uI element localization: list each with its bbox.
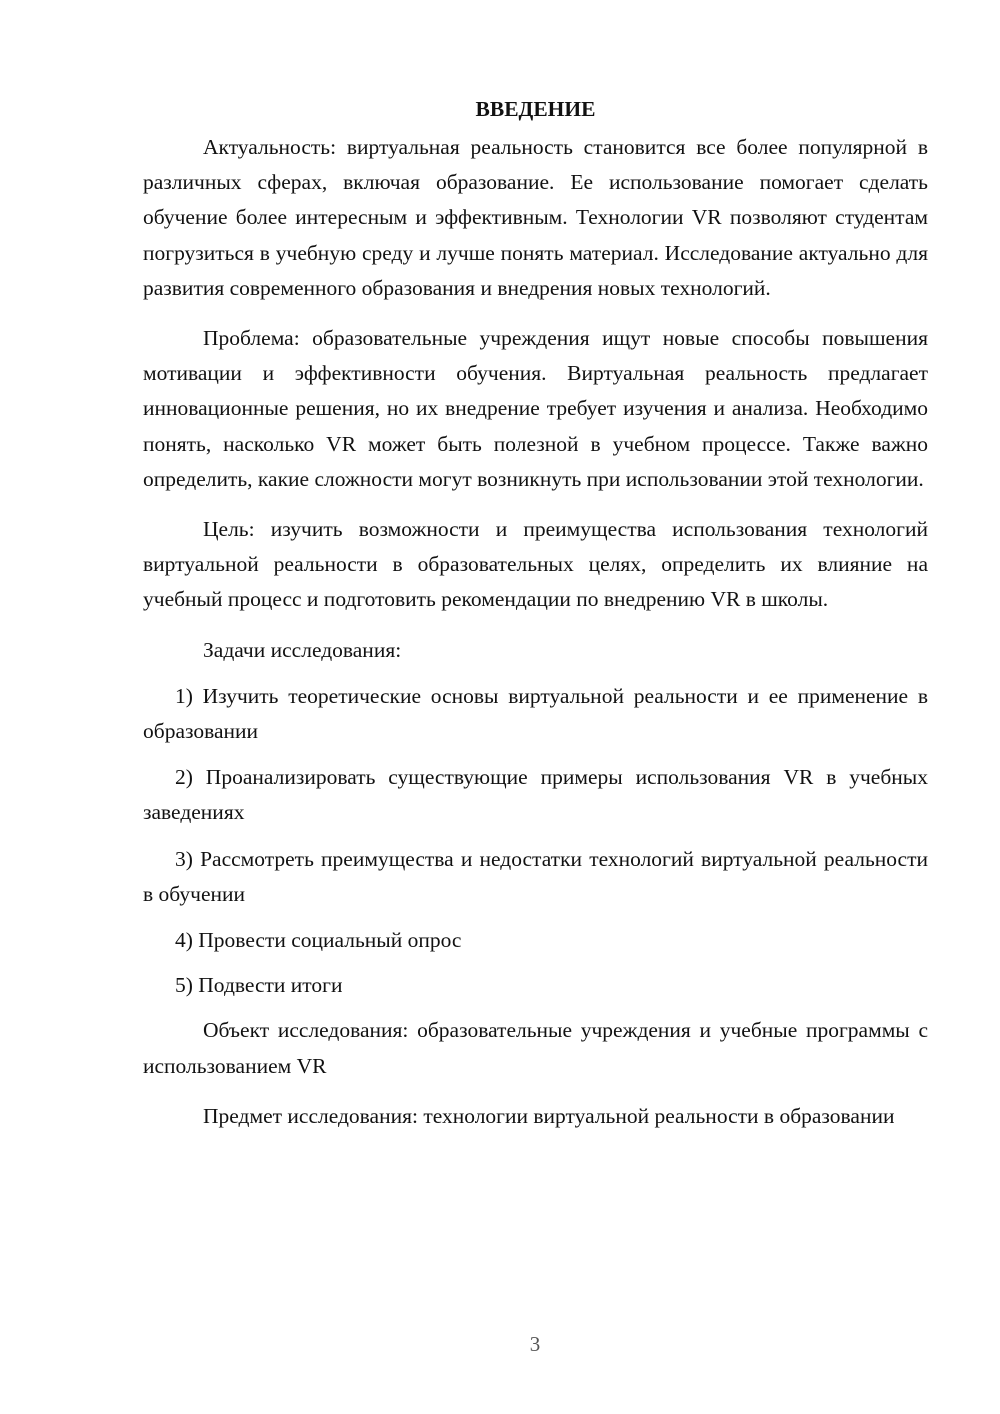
goal-paragraph: Цель: изучить возможности и преимущества использования технологий виртуальной реальности в образовательных целях, определить их влияние на учебный процесс и подготовить рекомендации по внедрению VR в школы. [143, 517, 928, 612]
tasks-title: Задачи исследования: [203, 637, 402, 662]
task-item: 3) Рассмотреть преимущества и недостатки технологий виртуальной реальности в обучении [143, 846, 928, 906]
section-heading: ВВЕДЕНИЕ [475, 97, 596, 121]
task-item: 1) Изучить теоретические основы виртуальной реальности и ее применение в образовании [143, 683, 928, 744]
object-paragraph: Объект исследования: образовательные учреждения и учебные программы с использованием VR [143, 1018, 928, 1078]
task-item: 5) Подвести итоги [175, 973, 343, 998]
relevance-paragraph: Актуальность: виртуальная реальность становится все более популярной в различных сферах, включая образование. Ее использование помогает сделать обучение более интересным и эффективным. Технологии VR позволяют студентам погрузиться в учебную среду и лучше понять материал. Исследование актуально для развития современного образования и внедрения новых технологий. [143, 135, 928, 300]
page-number: 3 [529, 1332, 541, 1356]
task-item: 4) Провести социальный опрос [175, 928, 462, 953]
page-content [143, 92, 928, 1149]
task-item: 2) Проанализировать существующие примеры использования VR в учебных заведениях [143, 765, 928, 825]
problem-paragraph: Проблема: образовательные учреждения ищут новые способы повышения мотивации и эффективности обучения. Виртуальная реальность предлагает инновационные решения, но их внедрение требует изучения и анализа. Необходимо понять, насколько VR может быть полезной в учебном процессе. Также важно определить, какие сложности могут возникнуть при использовании этой технологии. [143, 326, 928, 491]
subject-paragraph: Предмет исследования: технологии виртуальной реальности в образовании [203, 1103, 895, 1128]
